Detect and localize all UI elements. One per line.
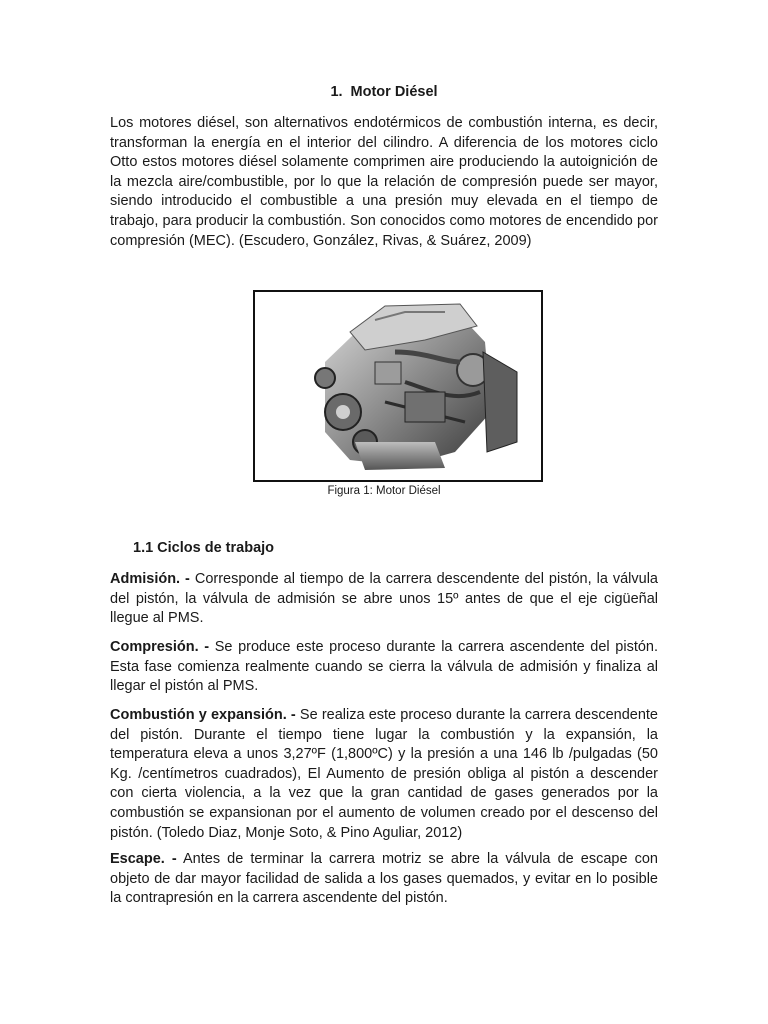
subsection-heading: 1.1 Ciclos de trabajo: [133, 540, 275, 556]
diesel-engine-illustration: [255, 292, 541, 480]
section-title: Motor Diésel: [350, 84, 438, 100]
cycle-paragraph: [110, 570, 658, 629]
cycle-term: Compresión. -: [110, 639, 210, 655]
figure-caption: Figura 1: Motor Diésel: [327, 485, 441, 497]
cycle-term: Escape. -: [110, 851, 177, 867]
cycle-text: Antes de terminar la carrera motriz se abre la válvula de escape con objeto de dar mayor facilidad de salida a los gases quemados, y evitar en lo posible la contrapresión en la carrera ascendente del pistón.: [110, 851, 658, 907]
section-heading: [0, 84, 768, 100]
figure-engine-image: [253, 290, 543, 482]
section-number: 1.: [330, 84, 343, 100]
cycle-text: Corresponde al tiempo de la carrera descendente del pistón, la válvula del pistón, la válvula de admisión se abre unos 15º antes de que el eje cigüeñal llegue al PMS.: [110, 571, 659, 627]
intro-paragraph: Los motores diésel, son alternativos endotérmicos de combustión interna, es decir, transforman la energía en el interior del cilindro. A diferencia de los motores ciclo Otto estos motores diésel solamente comprimen aire produciendo la autoignición de la mezcla aire/combustible, por lo que la relación de compresión puede ser mayor, siendo introducido el combustible a una presión muy elevada en el tiempo de trabajo, para producir la combustión. Son conocidos como motores de encendido por compresión (MEC). (Escudero, González, Rivas, & Suárez, 2009): [110, 115, 658, 249]
cycle-text: Se produce este proceso durante la carrera ascendente del pistón. Esta fase comienza realmente cuando se cierra la válvula de admisión y finaliza al llegar el pistón al PMS.: [110, 639, 658, 695]
cycle-paragraph: [110, 706, 658, 843]
cycle-text: Se realiza este proceso durante la carrera descendente del pistón. Durante el tiempo tiene lugar la combustión y la expansión, la temperatura eleva a unos 3,27ºF (1,800ºC) y la presión a una 146 lb /pulgadas (50 Kg. /centímetros cuadrados), El Aumento de presión obliga al pistón a descender con cierta violencia, a la vez que la gran cantidad de gases generados por la combustión se expansionan por el aumento de volumen creado por el descenso del pistón. (Toledo Diaz, Monje Soto, & Pino Aguliar, 2012): [110, 707, 658, 841]
cycle-term: Combustión y expansión. -: [110, 707, 296, 723]
cycle-term: Admisión. -: [110, 571, 190, 587]
cycle-paragraph: [110, 638, 658, 697]
cycle-paragraph: [110, 850, 658, 909]
